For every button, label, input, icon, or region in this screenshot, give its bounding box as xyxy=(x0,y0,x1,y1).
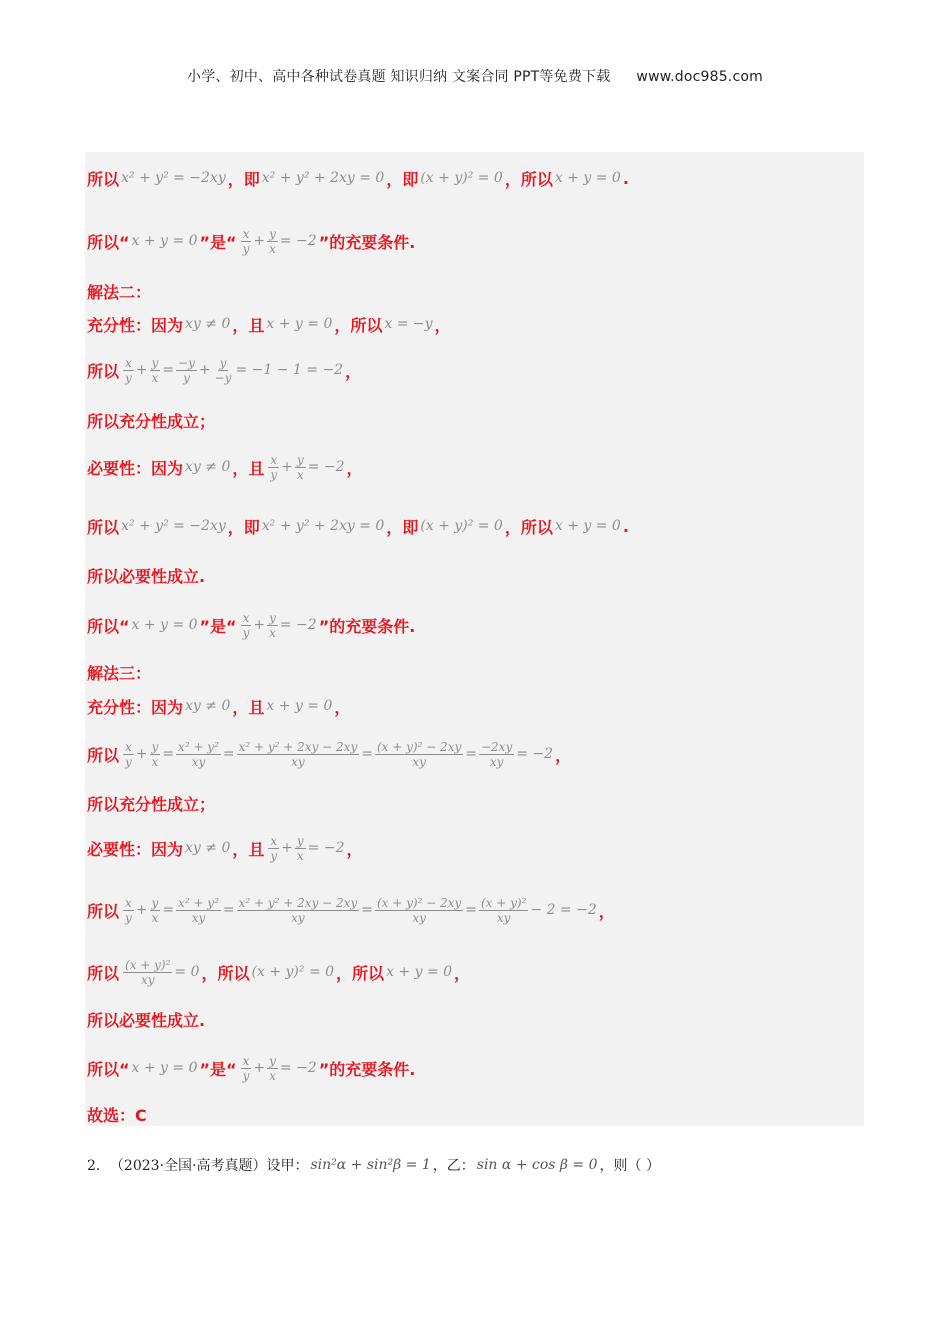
formula: $\frac{x}{y}$ + $\frac{y}{x}$ = −2 xyxy=(270,833,345,863)
text: ，所以 xyxy=(334,315,383,335)
text: . xyxy=(622,516,629,536)
section-heading: 解法二： xyxy=(87,282,152,302)
solution-line xyxy=(87,1050,415,1086)
text: ，且 xyxy=(232,458,265,478)
text: 所以 xyxy=(87,169,120,189)
formula: x² + y² = −2xy xyxy=(121,518,226,534)
text: 所以必要性成立. xyxy=(87,1010,206,1030)
formula: $\frac{x}{y}$ + $\frac{y}{x}$ = −2 xyxy=(242,226,317,256)
text: ，所以 xyxy=(336,963,385,983)
text: ，即 xyxy=(227,517,260,537)
solution-line xyxy=(87,309,451,339)
text: ， xyxy=(434,315,451,335)
formula: x + y = 0 xyxy=(131,617,198,633)
text: ”是“ xyxy=(199,1059,237,1079)
solution-line xyxy=(87,560,205,590)
formula: x + y = 0 xyxy=(386,964,453,980)
text: 所以充分性成立； xyxy=(87,411,216,431)
formula: xy ≠ 0 xyxy=(185,840,231,856)
formula: x² + y² + 2xy = 0 xyxy=(261,170,385,186)
formula: x = −y xyxy=(384,316,433,332)
text: ，且 xyxy=(232,315,265,335)
text: ”是“ xyxy=(199,616,237,636)
formula: $\frac{x}{y}$ + $\frac{y}{x}$ = $\frac{\text{x² + y²}}{xy}$ = $\frac{\text{x² + y² + 2xy − 2xy}}{xy}$ = $\frac{\text{(x + y)² − 2xy}}{xy}$ = $\frac{-2xy}{xy}$ = −2 xyxy=(125,739,554,769)
solution-line xyxy=(87,1099,147,1129)
question-source: （2023·全国·高考真题）设甲： xyxy=(109,1158,309,1174)
formula: x + y = 0 xyxy=(554,518,621,534)
text: 所以充分性成立； xyxy=(87,794,216,814)
text: 所以“ xyxy=(87,1059,130,1079)
formula: $\frac{x}{y}$ + $\frac{y}{x}$ = −2 xyxy=(242,610,317,640)
formula: xy ≠ 0 xyxy=(185,698,231,714)
text: ”的充要条件. xyxy=(318,616,416,636)
text: ，即 xyxy=(227,169,260,189)
text: ，且 xyxy=(232,697,265,717)
text: ， xyxy=(454,963,471,983)
text: 充分性：因为 xyxy=(87,315,184,335)
solution-line xyxy=(87,691,350,721)
formula: x² + y² + 2xy = 0 xyxy=(261,518,385,534)
text: 所以 xyxy=(87,361,120,381)
solution-line xyxy=(87,953,470,991)
fraction: $\frac{y}{x}$ xyxy=(269,226,276,256)
text: ，所以 xyxy=(504,169,553,189)
text: ，即 xyxy=(386,169,419,189)
question-2 xyxy=(87,1150,660,1180)
solution-line xyxy=(87,890,615,930)
text: ，所以 xyxy=(201,963,250,983)
text: ”是“ xyxy=(199,232,237,252)
solution-line xyxy=(87,276,151,306)
text: ，即 xyxy=(386,517,419,537)
text: 必要性：因为 xyxy=(87,839,184,859)
text: 所以“ xyxy=(87,616,130,636)
text: 所以 xyxy=(87,517,120,537)
text: 所以 xyxy=(87,901,120,921)
text: ， xyxy=(345,361,362,381)
formula: $\frac{x}{y}$ + $\frac{y}{x}$ = −2 xyxy=(270,452,345,482)
solution-line xyxy=(87,163,629,193)
solution-line xyxy=(87,226,415,256)
text: 所以 xyxy=(87,963,120,983)
formula: x + y = 0 xyxy=(266,316,333,332)
text: ， xyxy=(598,901,615,921)
solution-line xyxy=(87,1004,205,1034)
text: 所以 xyxy=(87,745,120,765)
text: ，所以 xyxy=(504,517,553,537)
formula: x + y = 0 xyxy=(131,1060,198,1076)
text: 必要性：因为 xyxy=(87,458,184,478)
formula: $\frac{x}{y}$ + $\frac{y}{x}$ = $\frac{\text{x² + y²}}{xy}$ = $\frac{\text{x² + y² + 2xy − 2xy}}{xy}$ = $\frac{\text{(x + y)² − 2xy}}{xy}$ = $\frac{\text{(x + y)²}}{xy}$ − 2 = −2 xyxy=(125,895,597,925)
text: ，则（ ） xyxy=(599,1158,660,1174)
formula: xy ≠ 0 xyxy=(185,316,231,332)
solution-line xyxy=(87,788,215,818)
text: . xyxy=(622,168,629,188)
text: 所以必要性成立. xyxy=(87,566,206,586)
formula: x + y = 0 xyxy=(554,170,621,186)
solution-line xyxy=(87,734,571,774)
text: ， xyxy=(334,697,351,717)
formula: x + y = 0 xyxy=(266,698,333,714)
formula: $\frac{\text{(x + y)²}}{xy}$ = 0 xyxy=(125,957,200,987)
formula: (x + y)² = 0 xyxy=(251,964,335,980)
text: ”的充要条件. xyxy=(318,1059,416,1079)
text: 所以“ xyxy=(87,232,130,252)
fraction: $\frac{x}{y}$ xyxy=(242,226,250,256)
question-number: 2． xyxy=(87,1158,110,1174)
solution-line xyxy=(87,511,629,541)
answer-text: 故选：C xyxy=(87,1105,147,1125)
page-header xyxy=(0,66,950,86)
solution-line xyxy=(87,657,151,687)
text: ”的充要条件. xyxy=(318,232,416,252)
text: ，且 xyxy=(232,839,265,859)
section-heading: 解法三： xyxy=(87,663,152,683)
formula: $\frac{x}{y}$ + $\frac{y}{x}$ = $\frac{-y}{y}$ + $\frac{y}{-y}$ = −1 − 1 = −2 xyxy=(125,355,344,385)
formula: (x + y)² = 0 xyxy=(420,170,503,186)
header-text: 小学、初中、高中各种试卷真题 知识归纳 文案合同 PPT等免费下载 xyxy=(187,69,611,85)
solution-line xyxy=(87,352,361,388)
text: 充分性：因为 xyxy=(87,697,184,717)
solution-line xyxy=(87,607,415,643)
formula: x + y = 0 xyxy=(131,233,198,249)
text: ， xyxy=(346,839,363,859)
formula: sin α + cos β = 0 xyxy=(476,1157,598,1173)
formula: sin²α + sin²β = 1 xyxy=(310,1157,431,1173)
text: ，乙： xyxy=(432,1158,475,1174)
formula: $\frac{x}{y}$ + $\frac{y}{x}$ = −2 xyxy=(242,1053,317,1083)
formula: x² + y² = −2xy xyxy=(121,170,226,186)
text: ， xyxy=(346,458,363,478)
solution-line xyxy=(87,405,215,435)
solution-line xyxy=(87,830,363,866)
formula: xy ≠ 0 xyxy=(185,459,231,475)
solution-line xyxy=(87,449,363,485)
header-url[interactable]: www.doc985.com xyxy=(636,69,763,85)
formula: (x + y)² = 0 xyxy=(420,518,503,534)
text: ， xyxy=(555,745,572,765)
